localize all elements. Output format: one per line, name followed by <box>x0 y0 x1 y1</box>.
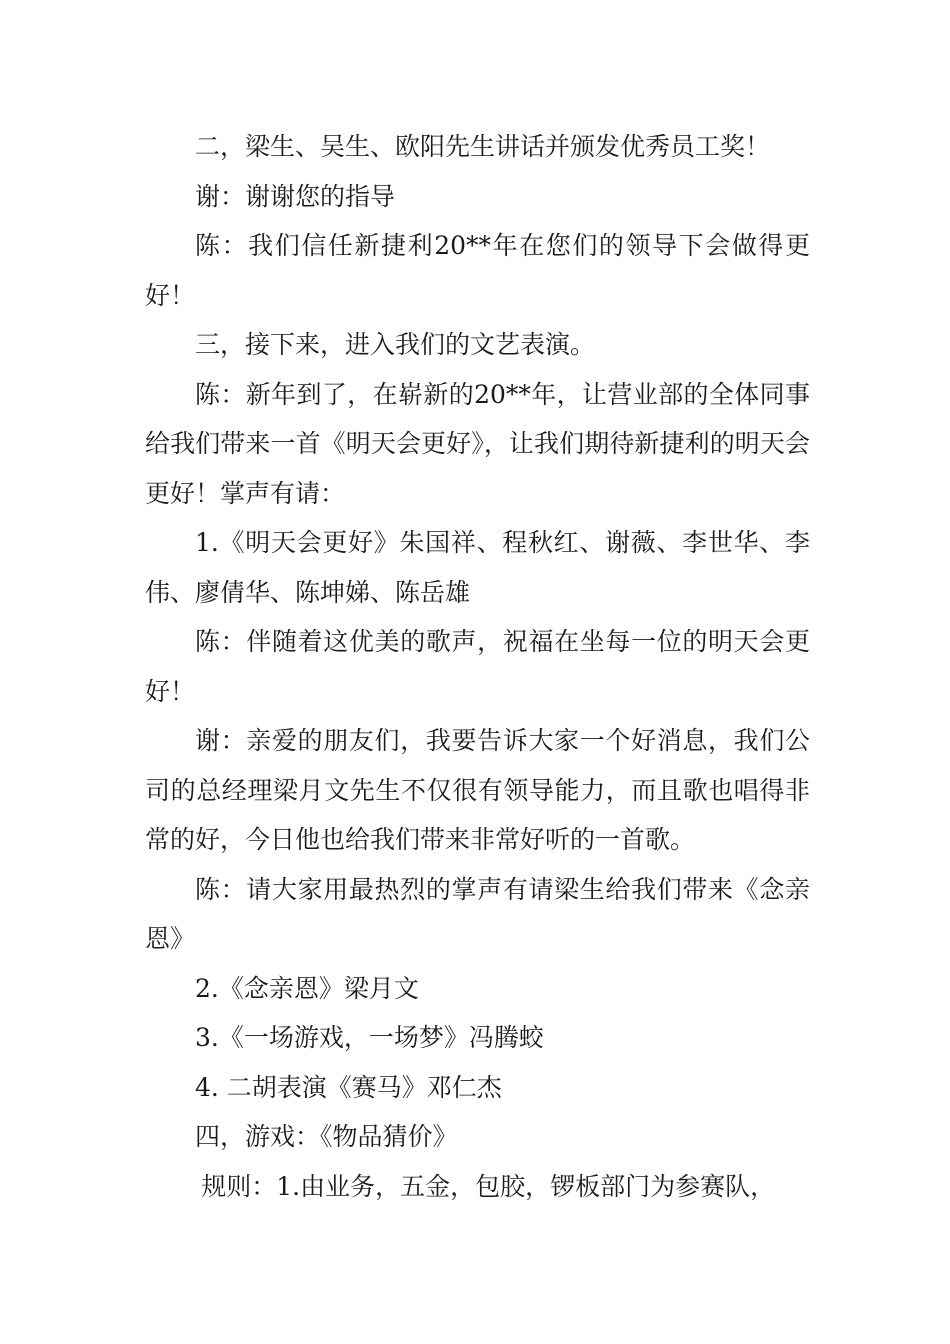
paragraph-6: 1.《明天会更好》朱国祥、程秋红、谢薇、李世华、李伟、廖倩华、陈坤娣、陈岳雄 <box>145 528 810 607</box>
paragraph-9: 陈：请大家用最热烈的掌声有请梁生给我们带来《念亲恩》 <box>145 874 810 953</box>
paragraph-11: 3.《一场游戏，一场梦》冯腾蛟 <box>195 1023 544 1052</box>
paragraph-5: 陈：新年到了，在崭新的20**年，让营业部的全体同事给我们带来一首《明天会更好》，让我们期待新捷利的明天会更好！掌声有请： <box>145 379 810 508</box>
paragraph-4: 三，接下来，进入我们的文艺表演。 <box>195 330 596 359</box>
paragraph-7: 陈：伴随着这优美的歌声，祝福在坐每一位的明天会更好！ <box>145 627 810 706</box>
paragraph-1: 二，梁生、吴生、欧阳先生讲话并颁发优秀员工奖！ <box>195 132 771 161</box>
document-body <box>145 122 810 1211</box>
paragraph-10: 2.《念亲恩》梁月文 <box>195 973 419 1003</box>
paragraph-3: 陈：我们信任新捷利20**年在您们的领导下会做得更好！ <box>145 231 810 310</box>
paragraph-2: 谢：谢谢您的指导 <box>195 181 396 211</box>
paragraph-8: 谢：亲爱的朋友们，我要告诉大家一个好消息，我们公司的总经理梁月文先生不仅很有领导能力，而且歌也唱得非常的好，今日他也给我们带来非常好听的一首歌。 <box>145 726 810 854</box>
paragraph-12: 4. 二胡表演《赛马》邓仁杰 <box>195 1072 502 1102</box>
paragraph-13: 四，游戏：《物品猜价》 <box>195 1122 458 1151</box>
paragraph-14: 规则：1.由业务，五金，包胶，锣板部门为参赛队， <box>201 1171 776 1201</box>
